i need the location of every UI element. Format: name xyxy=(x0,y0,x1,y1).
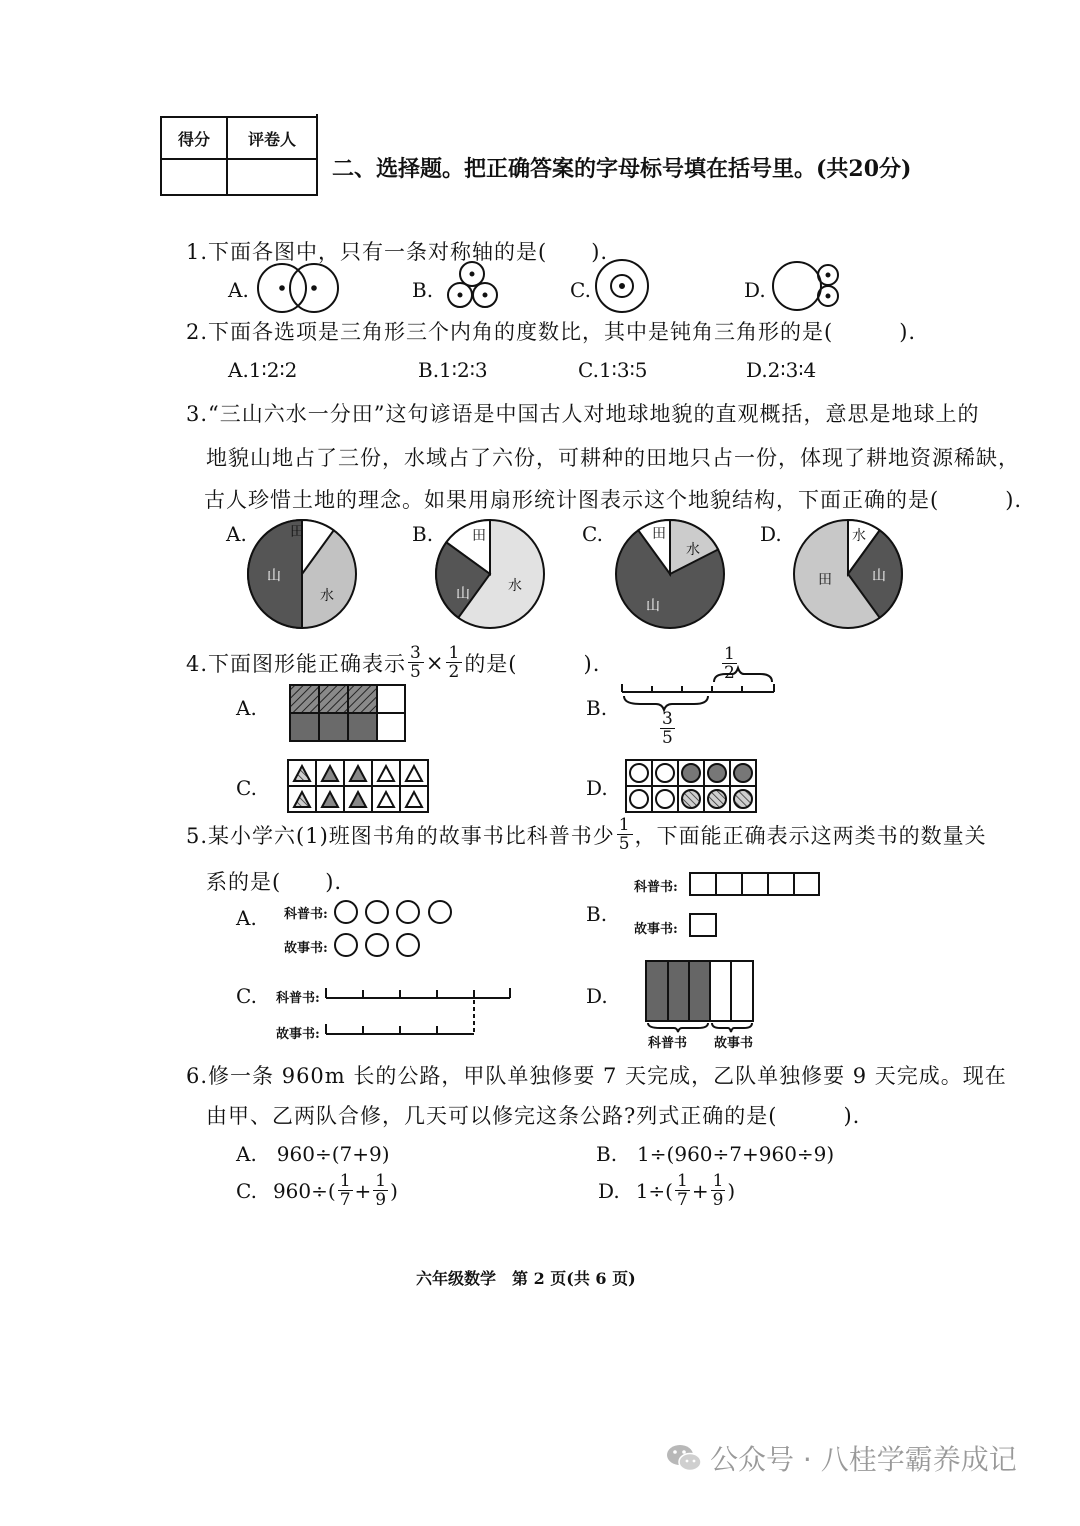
pie-d-label-shan: 山 xyxy=(872,568,886,584)
q1-figure-d xyxy=(773,262,838,310)
q5-d-bars xyxy=(646,961,753,1032)
q4-b-bottom-fraction xyxy=(660,710,675,747)
pie-c-label-shui: 水 xyxy=(686,542,700,558)
q5-line2: 系的是( ). xyxy=(206,870,343,894)
q1-figures xyxy=(0,258,1080,318)
pie-d xyxy=(794,520,902,628)
q4-figures xyxy=(0,640,1080,816)
q5-a-gushi-label: 故事书: xyxy=(284,941,328,956)
watermark-text: 公众号 · 八桂学霸养成记 xyxy=(710,1443,1017,1476)
q6-d-close: ) xyxy=(727,1178,736,1203)
q6-c-frac2-den: 9 xyxy=(375,1190,387,1210)
q3-line1: 3.“三山六水一分田”这句谚语是中国古人对地球地貌的直观概括，意思是地球上的 xyxy=(186,402,980,426)
q3-pie-charts xyxy=(0,516,1080,636)
pie-b xyxy=(436,520,544,628)
q1-figure-a xyxy=(258,264,338,312)
q4-frac2-den: 2 xyxy=(448,662,461,682)
section-title: 二、选择题。把正确答案的字母标号填在括号里。(共20分) xyxy=(332,156,912,182)
q6-option-b[interactable]: B. 1÷(960÷7+960÷9) xyxy=(596,1142,835,1166)
q4-frac1-den: 5 xyxy=(410,662,422,682)
q1-option-b-label[interactable]: B. xyxy=(412,278,434,302)
q4-b-top-den: 2 xyxy=(724,663,735,683)
q5-frac-num: 1 xyxy=(618,815,631,835)
q6-option-d-pre: 1÷( xyxy=(635,1178,673,1203)
q5-frac xyxy=(617,816,633,853)
q6-d-frac1 xyxy=(675,1172,690,1209)
q5-option-a-label[interactable]: A. xyxy=(236,906,257,930)
q4-frac1-num: 3 xyxy=(410,643,422,663)
q4-b-top-num: 1 xyxy=(724,644,735,664)
q4-d-grid xyxy=(626,760,756,812)
pie-a-label-shui: 水 xyxy=(320,588,334,604)
pie-c-label-tian: 田 xyxy=(652,526,666,542)
q2-option-d[interactable]: D.2∶3∶4 xyxy=(746,358,817,382)
q5-c-lines xyxy=(326,988,510,1034)
q5-b-gushi-label: 故事书: xyxy=(634,922,678,937)
q4-text-before: 4.下面图形能正确表示 xyxy=(186,651,407,676)
q6-d-plus: + xyxy=(691,1178,709,1203)
q1-option-d-label[interactable]: D. xyxy=(744,278,766,302)
q1-figure-c xyxy=(596,260,648,312)
q1-text: 1.下面各图中，只有一条对称轴的是( ). xyxy=(186,240,609,264)
q4-c-grid xyxy=(288,760,428,812)
pie-c-label-shan: 山 xyxy=(646,598,660,614)
q4-option-c-label[interactable]: C. xyxy=(236,776,257,800)
q6-c-frac2-num: 1 xyxy=(375,1171,387,1191)
q5-option-c-label[interactable]: C. xyxy=(236,984,257,1008)
pie-d-label-shui: 水 xyxy=(852,528,866,544)
q6-option-d[interactable] xyxy=(598,1172,735,1209)
q4-b-top-fraction xyxy=(722,645,737,682)
q5-option-b-label[interactable]: B. xyxy=(586,902,608,926)
q6-d-frac1-num: 1 xyxy=(676,1171,688,1191)
pie-c xyxy=(616,520,724,628)
q6-line1: 6.修一条 960m 长的公路，甲队单独修要 7 天完成，乙队单独修要 9 天完成。现在 xyxy=(186,1064,1007,1088)
q4-b-bottom-num: 3 xyxy=(662,709,673,729)
q5-line1-before: 5.某小学六(1)班图书角的故事书比科普书少 xyxy=(186,823,615,848)
wechat-icon xyxy=(664,1441,704,1475)
q6-option-c-label: C. xyxy=(236,1178,257,1203)
q6-c-close: ) xyxy=(390,1178,398,1203)
q4-option-d-label[interactable]: D. xyxy=(586,776,608,800)
q5-option-d-label[interactable]: D. xyxy=(586,984,608,1008)
pie-a-label-tian: 田 xyxy=(290,524,304,540)
q6-d-frac2 xyxy=(711,1172,726,1209)
q2-option-a[interactable]: A.1∶2∶2 xyxy=(228,358,298,382)
score-cell[interactable] xyxy=(161,159,227,195)
q3-option-a-label[interactable]: A. xyxy=(226,522,247,546)
q5-line1 xyxy=(186,816,987,853)
q2-text: 2.下面各选项是三角形三个内角的度数比，其中是钝角三角形的是( ). xyxy=(186,320,917,344)
q6-d-frac2-num: 1 xyxy=(712,1171,724,1191)
q4-b-bottom-den: 5 xyxy=(662,728,673,748)
q5-b-boxes xyxy=(690,873,819,936)
q6-d-frac2-den: 9 xyxy=(712,1190,724,1210)
q5-figures xyxy=(0,860,1080,1060)
pie-d-label-tian: 田 xyxy=(818,572,832,588)
q5-c-kepu-label: 科普书: xyxy=(276,991,320,1006)
q5-d-gushi-label: 故事书 xyxy=(714,1036,754,1051)
q1-option-a-label[interactable]: A. xyxy=(228,278,249,302)
q3-line2: 地貌山地占了三份，水域占了六份，可耕种的田地只占一份，体现了耕地资源稀缺， xyxy=(206,446,1020,470)
q3-option-c-label[interactable]: C. xyxy=(582,522,603,546)
pie-a xyxy=(248,520,356,628)
q6-option-d-label: D. xyxy=(598,1178,620,1203)
q5-a-kepu-label: 科普书: xyxy=(284,907,328,922)
grader-cell[interactable] xyxy=(227,159,317,195)
q2-option-b[interactable]: B.1∶2∶3 xyxy=(418,358,488,382)
q5-frac-den: 5 xyxy=(618,834,631,854)
header-divider xyxy=(316,114,318,196)
q5-c-gushi-label: 故事书: xyxy=(276,1027,320,1042)
q6-option-a[interactable]: A. 960÷(7+9) xyxy=(236,1142,390,1166)
pie-b-label-shan: 山 xyxy=(456,586,470,602)
q5-d-kepu-label: 科普书 xyxy=(648,1036,688,1051)
q6-d-frac1-den: 7 xyxy=(676,1190,688,1210)
score-table xyxy=(160,116,318,196)
q4-option-a-label[interactable]: A. xyxy=(236,696,257,720)
page-footer: 六年级数学 第 2 页(共 6 页) xyxy=(416,1269,636,1288)
q6-c-frac1 xyxy=(338,1172,353,1209)
q1-figure-b xyxy=(448,262,497,307)
q3-option-d-label[interactable]: D. xyxy=(760,522,782,546)
q5-a-circles xyxy=(335,901,451,956)
q1-option-c-label[interactable]: C. xyxy=(570,278,591,302)
q6-c-frac2 xyxy=(373,1172,388,1209)
q5-b-kepu-label: 科普书: xyxy=(634,880,678,895)
q6-option-c[interactable] xyxy=(236,1172,398,1209)
q6-line2: 由甲、乙两队合修，几天可以修完这条公路?列式正确的是( ). xyxy=(206,1104,861,1128)
pie-b-label-shui: 水 xyxy=(508,578,522,594)
q6-option-c-pre: 960÷( xyxy=(272,1178,336,1203)
q4-frac2-num: 1 xyxy=(448,643,461,663)
pie-b-label-tian: 田 xyxy=(472,528,486,544)
watermark xyxy=(664,1438,1017,1478)
q2-option-c[interactable]: C.1∶3∶5 xyxy=(578,358,648,382)
grader-header: 评卷人 xyxy=(227,117,317,159)
q3-line3: 古人珍惜土地的理念。如果用扇形统计图表示这个地貌结构，下面正确的是( ). xyxy=(204,488,1023,512)
q6-c-plus: + xyxy=(354,1178,372,1203)
q4-option-b-label[interactable]: B. xyxy=(586,696,608,720)
q3-option-b-label[interactable]: B. xyxy=(412,522,434,546)
q4-b-line xyxy=(622,668,774,710)
q6-c-frac1-den: 7 xyxy=(339,1190,351,1210)
score-header: 得分 xyxy=(161,117,227,159)
pie-a-label-shan: 山 xyxy=(267,568,281,584)
q4-a-grid xyxy=(290,685,405,741)
q5-line1-after: ，下面能正确表示这两类书的数量关 xyxy=(634,823,987,848)
q6-c-frac1-num: 1 xyxy=(339,1171,351,1191)
q4-times: × xyxy=(425,650,445,675)
q4-text-after: 的是( ). xyxy=(464,651,601,676)
